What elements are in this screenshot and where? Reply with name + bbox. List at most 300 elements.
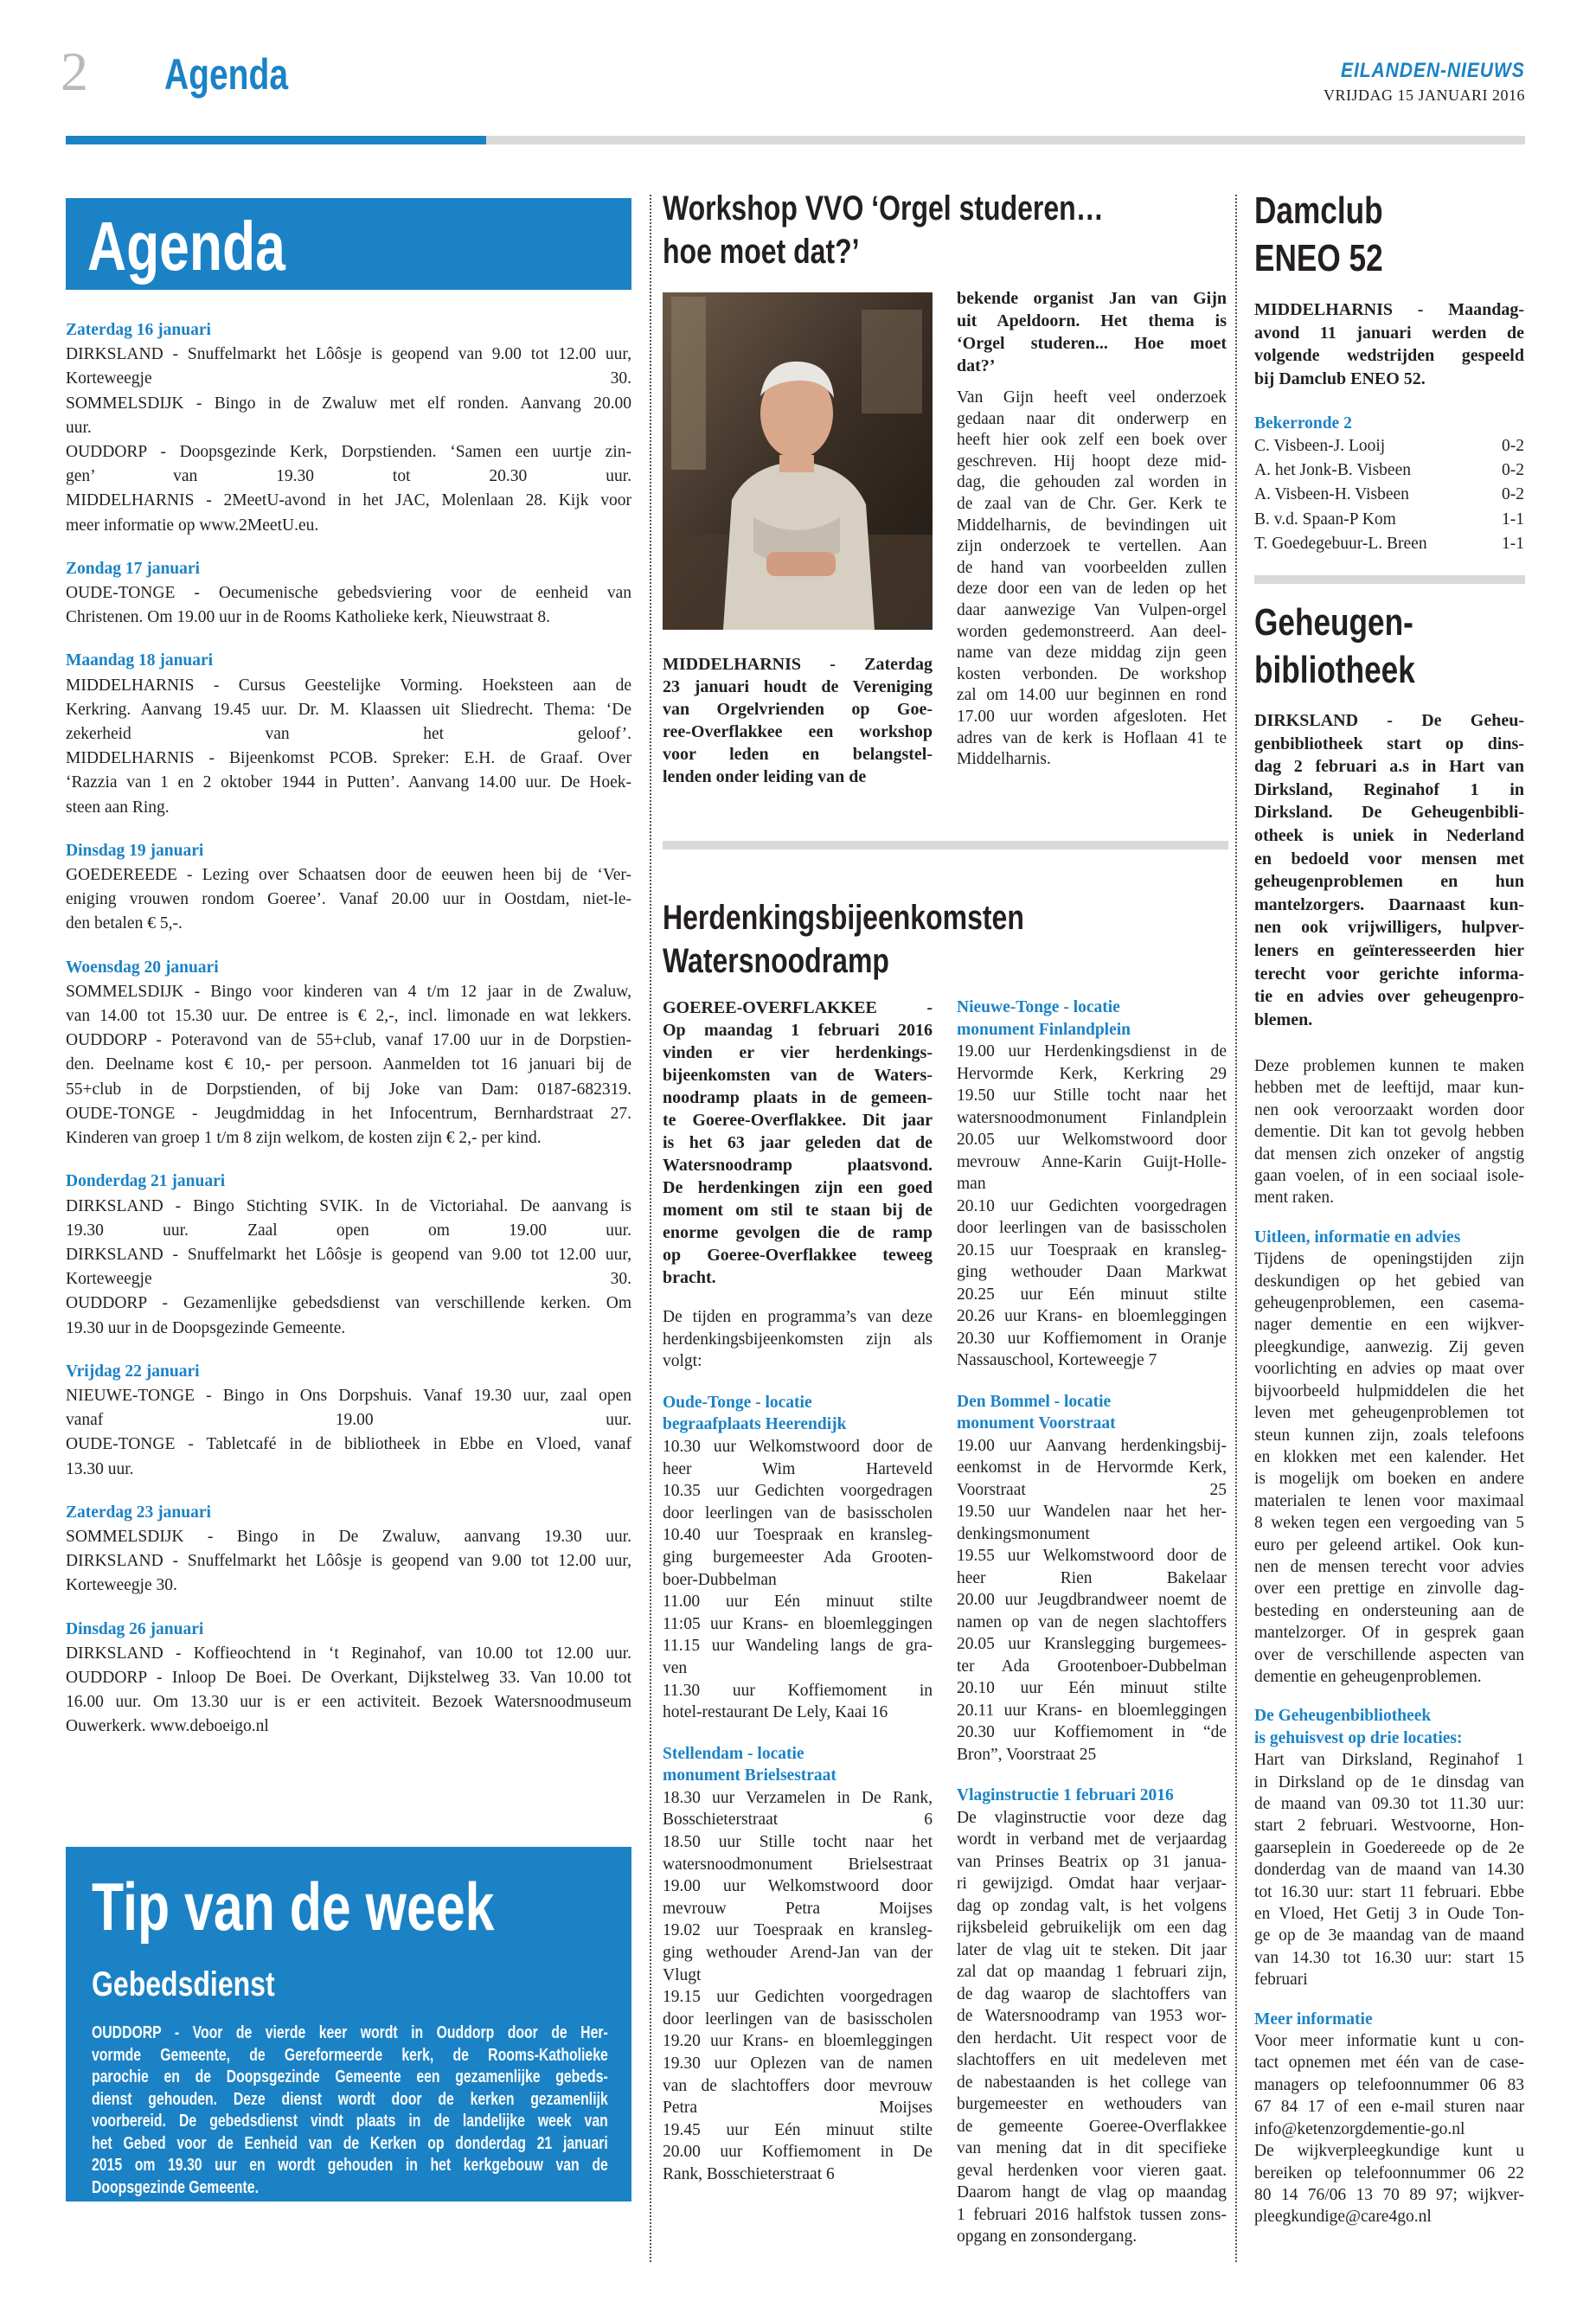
- subheading: monument Brielsestraat: [663, 1766, 836, 1785]
- column-divider-1: [650, 195, 651, 2262]
- body-line: de gemeente Goeree-Overflakkee: [957, 2117, 1227, 2136]
- agenda-spacer: [66, 538, 631, 557]
- body-line: door leerlingen van de basisscholen: [957, 1219, 1227, 1237]
- tip-line: voorbereid. De gebedsdienst vindt plaats in de landelijke week van: [92, 2111, 608, 2131]
- subheading: Uitleen, informatie en advies: [1254, 1227, 1461, 1247]
- body-line: 20.10 uur Gedichten voorgedragen: [957, 1196, 1227, 1215]
- body-line: in Dirksland op de 1e dinsdag van: [1254, 1772, 1524, 1791]
- block-spacer: [1254, 1688, 1524, 1705]
- body-line: nager dementie en een wijkver-: [1254, 1316, 1524, 1335]
- body-line: bereiken op telefoonnummer 06 22: [1254, 2163, 1524, 2182]
- agenda-line: OUDE-TONGE - Tabletcafé in de bibliotheek in Ebbe en Vloed, vanaf: [66, 1435, 631, 1454]
- subheading: Stellendam - locatie: [663, 1744, 804, 1763]
- body-line: Nassauschool, Korteweegje 7: [957, 1351, 1157, 1369]
- herdenking-title: [663, 896, 1024, 983]
- agenda-day-heading: Zondag 17 januari: [66, 559, 200, 578]
- agenda-day-items: [66, 863, 631, 937]
- agenda-spacer: [66, 937, 631, 956]
- body-line: voorlichting en advies op maat over: [1254, 1360, 1524, 1379]
- body-line: februari: [1254, 1971, 1308, 1990]
- body-line: materialen te lenen voor maximaal: [1254, 1491, 1524, 1510]
- workshop-lead-line: uit Apeldoorn. Het thema is: [957, 311, 1227, 330]
- agenda-line: ‘Razzia van 1 en 2 oktober 1944 in Putten’. Aanvang 14.00 uur. De Hoek-: [66, 773, 631, 792]
- subheading: Meer informatie: [1254, 2009, 1373, 2029]
- body-line: later de vlag uit te steken. Dit jaar: [957, 1940, 1227, 1959]
- body-line: eenkomst in de Hervormde Kerk,: [957, 1458, 1227, 1477]
- agenda-line: Kinderen van groep 1 t/m 8 zijn welkom, de kosten zijn € 2,- per kind.: [66, 1129, 542, 1148]
- agenda-line: Kerkring. Aanvang 19.45 uur. Dr. M. Klaassen uit Sliedrecht. Thema: ‘De: [66, 700, 631, 719]
- body-line: 18.30 uur Verzamelen in De Rank,: [663, 1788, 933, 1807]
- herdenking-intro-line: Watersnoodramp plaatsvond.: [663, 1156, 933, 1175]
- result-score: 0-2: [1502, 437, 1524, 455]
- body-line: nen de mensen terecht voor advies: [1254, 1557, 1524, 1576]
- body-line: den herdacht. Uit respect voor de: [957, 2029, 1227, 2048]
- body-line: watersnoodmonument Finlandplein: [957, 1108, 1227, 1127]
- block-spacer: [1254, 1209, 1524, 1227]
- result-score: 1-1: [1502, 510, 1524, 529]
- body-line: hotel-restaurant De Lely, Kaai 16: [663, 1703, 888, 1722]
- article-separator: [663, 841, 1228, 849]
- agenda-line: 19.30 uur in de Doopsgezinde Gemeente.: [66, 1318, 346, 1337]
- subheading: De Geheugenbibliotheek: [1254, 1707, 1432, 1726]
- workshop-intro: [663, 653, 933, 788]
- result-score: 0-2: [1502, 461, 1524, 480]
- agenda-spacer: [66, 1482, 631, 1501]
- herdenking-intro-line: De herdenkingen zijn een goed: [663, 1178, 933, 1197]
- workshop-body-line: geschreven. Hij hoopt deze mid-: [957, 452, 1227, 471]
- body-line: dat mensen zich onzeker of angstig: [1254, 1144, 1524, 1163]
- herdenking-intro-line: Op maandag 1 februari 2016: [663, 1021, 933, 1040]
- body-line: ge op de 3e maandag van de maand: [1254, 1926, 1524, 1945]
- herdenking-intro-line: bracht.: [663, 1268, 716, 1287]
- result-match: B. v.d. Spaan-P Kom: [1254, 510, 1396, 529]
- body-line: van Prinses Beatrix op 31 janua-: [957, 1852, 1227, 1871]
- body-line: 19.02 uur Toespraak en kransleg-: [663, 1921, 933, 1940]
- workshop-title-line: hoe moet dat?’: [663, 233, 860, 271]
- body-line: ging wethouder Daan Markwat: [957, 1263, 1227, 1281]
- body-line: pleegkundige@care4go.nl: [1254, 2208, 1432, 2227]
- agenda-spacer: [66, 630, 631, 649]
- body-line: de maand van 09.30 tot 11.30 uur:: [1254, 1795, 1524, 1813]
- agenda-line: SOMMELSDIJK - Bingo in de Zwaluw met elf ronden. Aanvang 20.00: [66, 394, 631, 413]
- subheading: monument Finlandplein: [957, 1020, 1131, 1039]
- workshop-title-line: Workshop VVO ‘Orgel studeren…: [663, 189, 1104, 228]
- body-line: dag op zondag valt, is het volgens: [957, 1896, 1227, 1915]
- body-line: bijvoorbeeld hulpmiddelen die het: [1254, 1381, 1524, 1400]
- result-row: [1254, 434, 1524, 458]
- agenda-line: OUDE-TONGE - Jeugdmiddag in het Infocentrum, Bernhardstraat 27.: [66, 1104, 631, 1123]
- body-line: dementie. Dit kan tot gevolg hebben: [1254, 1123, 1524, 1142]
- body-line: besteding en ondersteuning aan de: [1254, 1601, 1524, 1620]
- subheading: Vlaginstructie 1 februari 2016: [957, 1786, 1174, 1804]
- workshop-intro-line: 23 januari houdt de Vereniging: [663, 677, 933, 696]
- workshop-body-line: worden gedemonstreerd. Aan deel-: [957, 622, 1227, 641]
- body-line: namen op van de negen slachtoffers: [957, 1612, 1227, 1631]
- agenda-line: 16.00 uur. Om 13.30 uur is er een activiteit. Bezoek Watersnoodmuseum: [66, 1693, 631, 1712]
- agenda-day-heading: Woensdag 20 januari: [66, 958, 219, 977]
- workshop-body-line: Middelharnis, de bevindingen uit: [957, 516, 1227, 535]
- damclub-separator: [1254, 575, 1525, 584]
- body-line: geval herdenken voor vieren gaat.: [957, 2161, 1227, 2180]
- agenda-line: steen aan Ring.: [66, 798, 170, 817]
- agenda-day-items: [66, 1384, 631, 1482]
- body-line: gaan voelen, of in een sociaal isole-: [1254, 1167, 1524, 1186]
- workshop-body-line: deze door een van de leden op het: [957, 580, 1227, 599]
- tip-line: 2015 om 19.30 uur en wordt gehouden in het kerkgebouw van de: [92, 2155, 608, 2175]
- agenda-spacer: [66, 820, 631, 839]
- organist-photo: [663, 292, 933, 630]
- body-line: Vlugt: [663, 1965, 702, 1984]
- agenda-day-heading: Maandag 18 januari: [66, 651, 214, 670]
- agenda-day-items: [66, 980, 631, 1150]
- agenda-day-items: [66, 581, 631, 630]
- result-match: A. het Jonk-B. Visbeen: [1254, 461, 1411, 480]
- body-line: De wijkverpleegkundige kunt u: [1254, 2142, 1524, 2161]
- block-spacer: [957, 1766, 1227, 1785]
- body-line: 80 14 76/06 13 70 89 97; wijkver-: [1254, 2185, 1524, 2204]
- body-line: 19.00 uur Herdenkingsdienst in de: [957, 1042, 1227, 1061]
- geheugen-intro-line: Dirksland, Reginahof 1 in: [1254, 779, 1524, 799]
- body-line: 19.55 uur Welkomstwoord door de: [957, 1547, 1227, 1565]
- agenda-line: vanaf 19.00 uur.: [66, 1411, 631, 1430]
- agenda-line: OUDE-TONGE - Oecumenische gebedsviering voor de eenheid van: [66, 584, 631, 603]
- herdenking-title-line: Watersnoodramp: [663, 942, 889, 980]
- agenda-line: DIRKSLAND - Snuffelmarkt het Lôôsje is geopend van 9.00 tot 12.00 uur,: [66, 345, 631, 364]
- body-line: Bosschieterstraat 6: [663, 1811, 933, 1830]
- agenda-day-heading: Zaterdag 16 januari: [66, 321, 211, 339]
- damclub-intro: [1254, 298, 1524, 390]
- tip-title: Tip van de week: [92, 1868, 495, 1945]
- body-line: 20.30 uur Koffiemoment in Oranje: [957, 1329, 1227, 1348]
- tip-line: dienst gehouden. Deze dienst wordt door de kerken gezamenlijk: [92, 2088, 608, 2109]
- agenda-day-items: [66, 343, 631, 538]
- brand-logo: EILANDEN-NIEUWS: [1341, 59, 1525, 82]
- geheugen-intro-line: Dirksland. De Geheugenbibli-: [1254, 803, 1524, 823]
- body-line: 1 februari 2016 halfstok tussen zons-: [957, 2205, 1227, 2224]
- agenda-line: den betalen € 5,-.: [66, 914, 183, 933]
- herdenking-intro-line: enorme gevolgen die de ramp: [663, 1223, 933, 1242]
- damclub-title-line: ENEO 52: [1254, 237, 1383, 279]
- body-line: Petra Moijses: [663, 2099, 933, 2118]
- agenda-title: Agenda: [87, 208, 285, 285]
- damclub-title: [1254, 187, 1383, 282]
- body-line: nen ook veroorzaakt worden door: [1254, 1100, 1524, 1119]
- result-match: A. Visbeen-H. Visbeen: [1254, 485, 1409, 504]
- geheugen-intro-line: en bedoeld voor mensen met: [1254, 849, 1524, 868]
- result-match: C. Visbeen-J. Looij: [1254, 437, 1386, 455]
- body-line: en Vloed, Het Getij 3 in Oude Ton-: [1254, 1905, 1524, 1924]
- geheugen-intro-line: blemen.: [1254, 1009, 1313, 1029]
- agenda-day-heading: Dinsdag 19 januari: [66, 841, 204, 860]
- body-line: De tijden en programma’s van deze: [663, 1308, 933, 1326]
- body-line: 18.50 uur Stille tocht naar het: [663, 1833, 933, 1852]
- geheugen-intro-line: terecht voor gerichte informa-: [1254, 964, 1524, 984]
- body-line: 20.30 uur Koffiemoment in “de: [957, 1723, 1227, 1741]
- subheading: Nieuwe-Tonge - locatie: [957, 998, 1120, 1016]
- body-line: Rank, Bosschieterstraat 6: [663, 2164, 835, 2183]
- body-line: Hervormde Kerk, Kerkring 29: [957, 1064, 1227, 1083]
- workshop-lead-line: bekende organist Jan van Gijn: [957, 289, 1227, 308]
- section-title: Agenda: [164, 50, 289, 99]
- body-line: de dag waarop de slachtoffers van: [957, 1984, 1227, 2003]
- body-line: 19.20 uur Krans- en bloemleggingen: [663, 2032, 933, 2051]
- block-spacer: [957, 1372, 1227, 1391]
- workshop-body-line: 17.00 uur worden afgesloten. Het: [957, 707, 1227, 726]
- body-line: tot 16.30 uur: start 11 februari. Ebbe: [1254, 1882, 1524, 1901]
- tip-line: parochie en de Doopsgezinde Gemeente een gezamenlijke gebeds-: [92, 2067, 608, 2086]
- workshop-photo: [663, 292, 933, 630]
- geheugen-intro-line: genbibliotheek start op dins-: [1254, 734, 1524, 753]
- body-line: tact opnemen met één van de case-: [1254, 2054, 1524, 2073]
- workshop-body-line: de hand van voorbeelden zullen: [957, 558, 1227, 577]
- subheading: Den Bommel - locatie: [957, 1392, 1112, 1411]
- geheugen-intro-line: dag 2 februari a.s in Hart van: [1254, 757, 1524, 777]
- workshop-intro-line: van Orgelvrienden op Goe-: [663, 700, 933, 719]
- body-line: mevrouw Anne-Karin Guijt-Holle-: [957, 1152, 1227, 1171]
- agenda-line: GOEDEREEDE - Lezing over Schaatsen door de eeuwen heen bij de ‘Ver-: [66, 866, 631, 885]
- agenda-line: OUDDORP - Doopsgezinde Kerk, Dorpstienden. ‘Samen een uurtje zin-: [66, 443, 631, 462]
- body-line: is mogelijk om boeken en andere: [1254, 1470, 1524, 1489]
- subheading: Oude-Tonge - locatie: [663, 1393, 812, 1412]
- body-line: euro per geleend artikel. Ook kun-: [1254, 1535, 1524, 1554]
- body-line: watersnoodmonument Brielsestraat: [663, 1855, 933, 1874]
- body-line: en klokken met een kalender. Het: [1254, 1447, 1524, 1466]
- subheading: is gehuisvest op drie locaties:: [1254, 1728, 1463, 1747]
- geheugen-title-line: bibliotheek: [1254, 649, 1415, 691]
- agenda-line: Korteweegje 30.: [66, 369, 631, 388]
- header-grey-bar: [486, 136, 1525, 144]
- geheugen-intro-line: mantelzorgers. Daarnaast kun-: [1254, 894, 1524, 914]
- workshop-intro-line: MIDDELHARNIS - Zaterdag: [663, 655, 933, 674]
- body-line: donderdag van de maand van 14.30: [1254, 1861, 1524, 1880]
- body-line: 10.35 uur Gedichten voorgedragen: [663, 1482, 933, 1501]
- agenda-day-items: [66, 1195, 631, 1341]
- body-line: ment raken.: [1254, 1189, 1335, 1208]
- body-line: 20.10 uur Eén minuut stilte: [957, 1679, 1227, 1697]
- body-line: Voor meer informatie kunt u con-: [1254, 2032, 1524, 2051]
- damclub-intro-line: bij Damclub ENEO 52.: [1254, 369, 1426, 388]
- body-line: start 2 februari. Westvoorne, Hon-: [1254, 1817, 1524, 1836]
- result-match: T. Goedegebuur-L. Breen: [1254, 534, 1427, 553]
- agenda-line: 13.30 uur.: [66, 1459, 134, 1478]
- body-line: heer Wim Harteveld: [663, 1459, 933, 1478]
- tip-line: vormde Gemeente, de Gereformeerde kerk, de Rooms-Katholieke: [92, 2044, 608, 2065]
- body-line: over de verschillende aspecten van: [1254, 1645, 1524, 1664]
- workshop-body-line: Middelharnis.: [957, 750, 1051, 769]
- body-line: boer-Dubbelman: [663, 1570, 777, 1589]
- body-line: pleegkundige, aanwezig. Zij geven: [1254, 1337, 1524, 1356]
- result-score: 1-1: [1502, 534, 1524, 553]
- workshop-body-line: Van Gijn heeft veel onderzoek: [957, 388, 1227, 407]
- agenda-line: Korteweegje 30.: [66, 1576, 177, 1595]
- herdenking-intro-line: vinden er vier herdenkings-: [663, 1043, 933, 1062]
- workshop-intro-line: lenden onder leiding van de: [663, 767, 867, 786]
- block-spacer: [663, 1724, 933, 1743]
- body-line: 20.00 uur Koffiemoment in De: [663, 2143, 933, 2162]
- agenda-line: SOMMELSDIJK - Bingo voor kinderen van 4 t/m 12 jaar in de Zwaluw,: [66, 982, 631, 1001]
- agenda-line: OUDDORP - Inloop De Boei. De Overkant, Dijkstelweg 33. Van 10.00 tot: [66, 1668, 631, 1687]
- workshop-body-line: dag, die gehouden zal worden in: [957, 473, 1227, 492]
- body-line: rijksbeleid gebruikelijk om een dag: [957, 1919, 1227, 1937]
- agenda-line: eniging vrouwen rondom Goeree’. Vanaf 20.00 uur in Oostdam, niet-le-: [66, 890, 631, 909]
- body-line: 11.30 uur Koffiemoment in: [663, 1681, 933, 1700]
- workshop-lead-line: dat?’: [957, 356, 996, 375]
- column-divider-2: [1235, 195, 1237, 2262]
- body-line: 20.26 uur Krans- en bloemleggingen: [957, 1307, 1227, 1325]
- agenda-line: den. Deelname kost € 10,- per persoon. Aanmelden tot 16 januari bij de: [66, 1055, 631, 1074]
- body-line: door leerlingen van de basisscholen: [663, 2009, 933, 2029]
- damclub-intro-line: MIDDELHARNIS - Maandag-: [1254, 300, 1524, 319]
- agenda-spacer: [66, 1599, 631, 1618]
- workshop-body-line: name van deze middag zijn geen: [957, 644, 1227, 663]
- geheugen-intro-line: otheek is uniek in Nederland: [1254, 825, 1524, 845]
- workshop-intro-line: ree-Overflakkee een workshop: [663, 722, 933, 741]
- geheugen-intro-line: DIRKSLAND - De Geheu-: [1254, 711, 1524, 730]
- agenda-line: MIDDELHARNIS - Bijeenkomst PCOB. Spreker: E.H. de Graaf. Over: [66, 749, 631, 768]
- workshop-lead-line: ‘Orgel studeren... Hoe moet: [957, 334, 1227, 353]
- agenda-line: Korteweegje 30.: [66, 1270, 631, 1289]
- body-line: 20.11 uur Krans- en bloemleggingen: [957, 1701, 1227, 1720]
- agenda-line: SOMMELSDIJK - Bingo in De Zwaluw, aanvang 19.30 uur.: [66, 1527, 631, 1546]
- tip-line: het Gebed voor de Eenheid van de Kerken op donderdag 21 januari: [92, 2132, 608, 2153]
- issue-date: VRIJDAG 15 JANUARI 2016: [1323, 87, 1525, 104]
- body-line: ging wethouder Arend-Jan van der: [663, 1944, 933, 1963]
- herdenking-col2: [957, 997, 1227, 2248]
- agenda-line: uur.: [66, 418, 92, 437]
- geheugen-title-line: Geheugen-: [1254, 601, 1413, 644]
- agenda-line: DIRKSLAND - Bingo Stichting SVIK. In de Victoriahal. De aanvang is: [66, 1196, 631, 1215]
- agenda-line: Christenen. Om 19.00 uur in de Rooms Katholieke kerk, Nieuwstraat 8.: [66, 608, 550, 627]
- body-line: 19.50 uur Wandelen naar het her-: [957, 1503, 1227, 1521]
- agenda-line: OUDDORP - Gezamenlijke gebedsdienst van verschillende kerken. Om: [66, 1294, 631, 1313]
- body-line: 11:05 uur Krans- en bloemleggingen: [663, 1614, 933, 1633]
- agenda-line: 19.30 uur. Zaal open om 19.00 uur.: [66, 1221, 631, 1240]
- damclub-intro-line: avond 11 januari werden de: [1254, 323, 1524, 343]
- geheugen-title: [1254, 599, 1415, 694]
- subheading: begraafplaats Heerendijk: [663, 1415, 847, 1434]
- agenda-day-items: [66, 674, 631, 820]
- body-line: mantelzorger. Of in gesprek gaan: [1254, 1624, 1524, 1643]
- damclub-round: Bekerronde 2: [1254, 414, 1352, 433]
- body-line: van mening dat in dit specifieke: [957, 2139, 1227, 2157]
- agenda-line: 55+club in de Dorpstienden, of bij Joke van Dam: 0187-682319.: [66, 1080, 631, 1099]
- workshop-body-line: de zaal van de Chr. Ger. Kerk te: [957, 494, 1227, 513]
- herdenking-title-line: Herdenkingsbijeenkomsten: [663, 899, 1024, 937]
- body-line: 19.15 uur Gedichten voorgedragen: [663, 1988, 933, 2007]
- body-line: 11.15 uur Wandeling langs de gra-: [663, 1637, 933, 1656]
- agenda-list: [66, 318, 631, 1740]
- tip-subtitle: Gebedsdienst: [92, 1965, 275, 2003]
- workshop-body-line: adres van de kerk is Hoflaan 41 te: [957, 728, 1227, 747]
- damclub-intro-line: volgende wedstrijden gespeeld: [1254, 346, 1524, 365]
- agenda-line: DIRKSLAND - Snuffelmarkt het Lôôsje is geopend van 9.00 tot 12.00 uur,: [66, 1245, 631, 1264]
- agenda-line: NIEUWE-TONGE - Bingo in Ons Dorpshuis. Vanaf 19.30 uur, zaal open: [66, 1386, 631, 1405]
- agenda-day-items: [66, 1642, 631, 1740]
- body-line: gaarseplein in Goedereede op de 2e: [1254, 1838, 1524, 1857]
- body-line: over een prettige en zinvolle dag-: [1254, 1580, 1524, 1599]
- body-line: burgemeester en wethouders van: [957, 2095, 1227, 2113]
- geheugen-intro: [1254, 709, 1524, 1031]
- body-line: heer Rien Bakelaar: [957, 1568, 1227, 1587]
- agenda-line: MIDDELHARNIS - Cursus Geestelijke Vorming. Hoeksteen aan de: [66, 676, 631, 695]
- agenda-line: gen’ van 19.30 tot 20.30 uur.: [66, 467, 631, 486]
- body-line: 10.40 uur Toespraak en kransleg-: [663, 1526, 933, 1545]
- tip-box: [66, 1847, 631, 2202]
- body-line: 11.00 uur Eén minuut stilte: [663, 1593, 933, 1612]
- agenda-day-heading: Zaterdag 23 januari: [66, 1503, 211, 1522]
- herdenking-intro-line: noodramp plaats in de gemeen-: [663, 1088, 933, 1107]
- herdenking-col1: [663, 997, 933, 2186]
- agenda-line: DIRKSLAND - Koffieochtend in ‘t Reginahof, van 10.00 tot 12.00 uur.: [66, 1644, 631, 1663]
- herdenking-intro-line: is het 63 jaar geleden dat de: [663, 1133, 933, 1152]
- result-row: [1254, 483, 1524, 507]
- subheading: monument Voorstraat: [957, 1414, 1116, 1433]
- agenda-line: Ouwerkerk. www.deboeigo.nl: [66, 1717, 269, 1736]
- body-line: 20.05 uur Kranslegging burgemees-: [957, 1635, 1227, 1653]
- agenda-day-items: [66, 1525, 631, 1599]
- body-line: Deze problemen kunnen te maken: [1254, 1057, 1524, 1075]
- body-line: managers op telefoonnummer 06 83: [1254, 2075, 1524, 2094]
- agenda-line: MIDDELHARNIS - 2MeetU-avond in het JAC, Molenlaan 28. Kijk voor: [66, 491, 631, 510]
- body-line: 19.00 uur Aanvang herdenkingsbij-: [957, 1436, 1227, 1455]
- page-number: 2: [61, 41, 88, 102]
- body-line: 67 84 17 of een e-mail sturen naar: [1254, 2098, 1524, 2117]
- agenda-day-heading: Donderdag 21 januari: [66, 1172, 226, 1191]
- body-line: mevrouw Petra Moijses: [663, 1899, 933, 1918]
- body-line: ven: [663, 1658, 688, 1677]
- agenda-line: OUDDORP - Poteravond van de 55+club, vanaf 17.00 uur in de Dorpstien-: [66, 1031, 631, 1050]
- body-line: wordt in verband met de verjaardag: [957, 1830, 1227, 1849]
- body-line: 19.00 uur Welkomstwoord door: [663, 1877, 933, 1896]
- damclub-results: [1254, 434, 1524, 556]
- result-row: [1254, 508, 1524, 532]
- block-spacer: [663, 1373, 933, 1392]
- body-line: opgang en zonsondergang.: [957, 2227, 1138, 2246]
- herdenking-intro-line: moment om stil te staan bij de: [663, 1201, 933, 1220]
- agenda-title-box: [66, 198, 631, 290]
- agenda-line: van 14.00 tot 15.30 uur. De entree is € 2,-, incl. limonade en wat lekkers.: [66, 1007, 631, 1026]
- agenda-spacer: [66, 1150, 631, 1170]
- body-line: Bron”, Voorstraat 25: [957, 1745, 1097, 1764]
- workshop-body-line: daar aanwezige Van Vulpen-orgel: [957, 600, 1227, 619]
- tip-body: [92, 2022, 608, 2198]
- body-line: van de slachtoffers door mevrouw: [663, 2076, 933, 2095]
- body-line: dementie en geheugenproblemen.: [1254, 1667, 1482, 1686]
- body-line: denkingsmonument: [957, 1524, 1090, 1543]
- body-line: de Watersnoodramp van 1953 wor-: [957, 2007, 1227, 2025]
- body-line: slachtoffers en uit medeleven met: [957, 2051, 1227, 2069]
- herdenking-intro-line: te Goeree-Overflakkee. Dit jaar: [663, 1111, 933, 1130]
- geheugen-intro-line: tie en advies over geheugenpro-: [1254, 987, 1524, 1007]
- workshop-intro-line: voor leden en belangstel-: [663, 745, 933, 764]
- body-line: 19.45 uur Eén minuut stilte: [663, 2120, 933, 2139]
- workshop-body-line: zijn onderzoek te vertellen. Aan: [957, 537, 1227, 556]
- body-line: 10.30 uur Welkomstwoord door de: [663, 1437, 933, 1456]
- workshop-body-line: gedaan naar dit onderwerp en: [957, 409, 1227, 428]
- workshop-body-line: zal om 14.00 uur beginnen en rond: [957, 686, 1227, 705]
- body-line: 19.50 uur Stille tocht naar het: [957, 1086, 1227, 1105]
- body-line: de nabestaanden is het college van: [957, 2073, 1227, 2092]
- damclub-title-line: Damclub: [1254, 189, 1383, 232]
- header-blue-bar: [66, 136, 486, 144]
- workshop-body-line: heeft hier ook zelf een boek over: [957, 431, 1227, 450]
- tip-line: Doopsgezinde Gemeente.: [92, 2176, 259, 2197]
- result-row: [1254, 458, 1524, 483]
- geheugen-intro-line: nen ook vrijwilligers, hulpver-: [1254, 918, 1524, 938]
- herdenking-intro-line: GOEREE-OVERFLAKKEE -: [663, 998, 933, 1017]
- geheugen-body: [1254, 1055, 1524, 2228]
- agenda-line: DIRKSLAND - Snuffelmarkt het Lôôsje is geopend van 9.00 tot 12.00 uur,: [66, 1552, 631, 1571]
